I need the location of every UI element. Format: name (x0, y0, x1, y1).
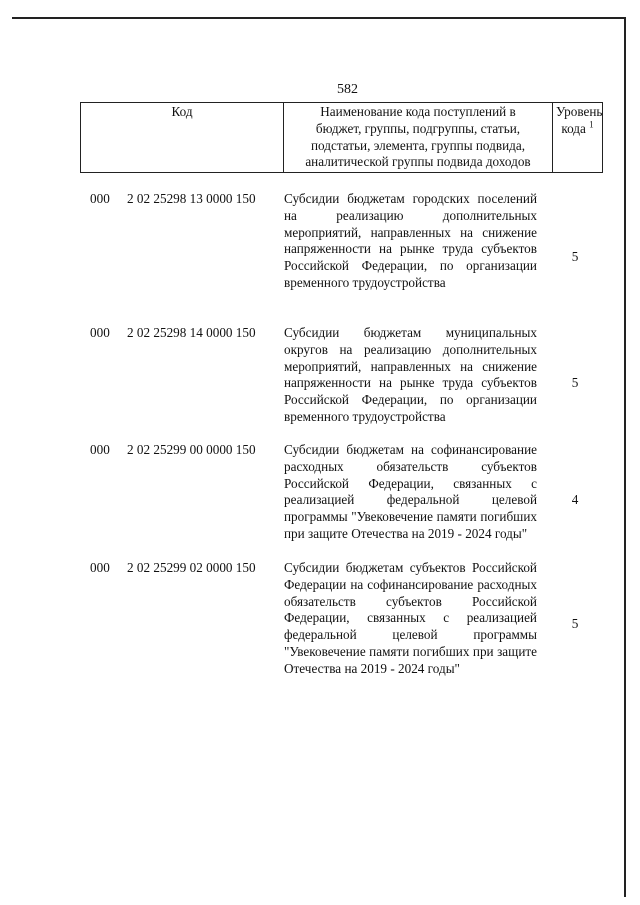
row-code: 2 02 25298 13 0000 150 (127, 191, 256, 206)
scan-border-top (12, 17, 625, 19)
page-number: 582 (337, 82, 358, 97)
row-code: 2 02 25299 00 0000 150 (127, 442, 256, 457)
row-name: Субсидии бюджетам на софинансирование расходных обязательств субъектов Российской Федерации, связанных с реализацией федеральной целевой программы "Увековечение памяти погибших при защите Отечества на 2019 - 2024 годы" (284, 442, 537, 541)
row-prefix: 000 (90, 191, 110, 206)
row-level: 5 (571, 375, 579, 390)
row-code: 2 02 25299 02 0000 150 (127, 560, 256, 575)
scan-border-right (624, 17, 626, 897)
row-name: Субсидии бюджетам городских поселений на реализацию дополнительных мероприятий, направленных на снижение напряженности на рынке труда субъектов Российской Федерации, по организации временного трудоустройства (284, 191, 537, 290)
header-level: Уровень кода $^1$ (553, 103, 603, 173)
footnote-marker: 1 (589, 119, 594, 130)
row-level: 5 (571, 249, 579, 264)
row-name: Субсидии бюджетам субъектов Российской Федерации на софинансирование расходных обязательств субъектов Российской Федерации, связанных с реализацией федеральной целевой программы "Увековечение памяти погибших при защите Отечества на 2019 - 2024 годы" (284, 560, 537, 676)
row-prefix: 000 (90, 442, 110, 457)
header-name: Наименование кода поступлений в бюджет, группы, подгруппы, статьи, подстатьи, элемента, группы подвида, аналитической группы подвида доходов (284, 103, 553, 173)
row-prefix: 000 (90, 560, 110, 575)
row-code: 2 02 25298 14 0000 150 (127, 325, 256, 340)
row-name: Субсидии бюджетам муниципальных округов на реализацию дополнительных мероприятий, направленных на снижение напряженности на рынке труда субъектов Российской Федерации, по организации временного трудоустройства (284, 325, 537, 424)
table-header (80, 102, 603, 173)
row-prefix: 000 (90, 325, 110, 340)
header-code: Код (81, 103, 284, 173)
row-level: 4 (571, 492, 579, 507)
row-level: 5 (571, 616, 579, 631)
